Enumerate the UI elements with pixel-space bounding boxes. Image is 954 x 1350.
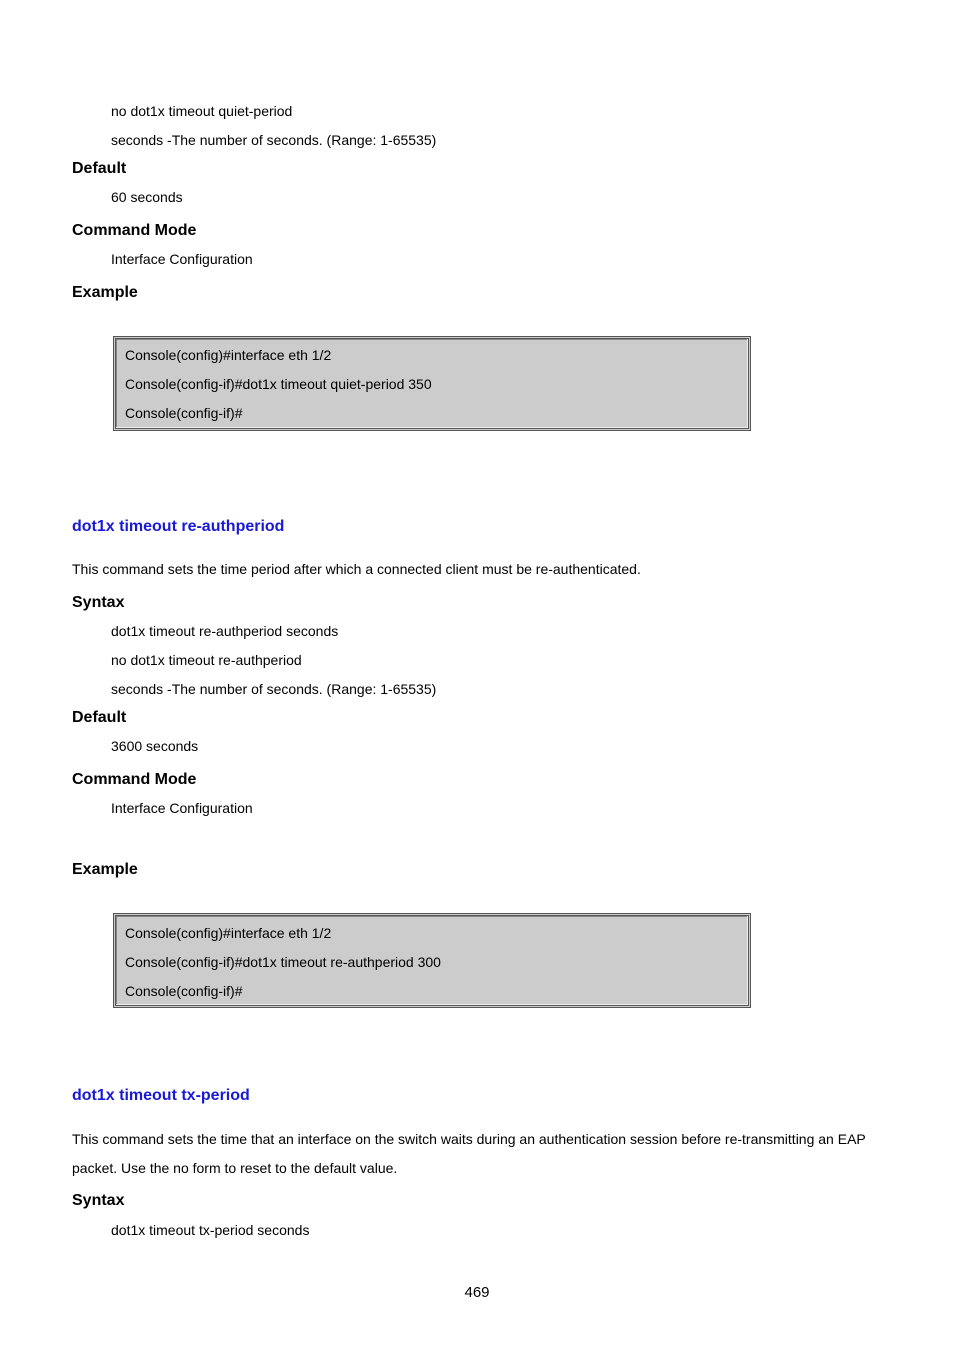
syntax-line: dot1x timeout tx-period seconds — [111, 1222, 310, 1238]
page-number: 469 — [464, 1284, 490, 1301]
command-description: This command sets the time that an interface on the switch waits during an authentication session before re-transmitting an EAP — [72, 1131, 866, 1147]
syntax-line: dot1x timeout re-authperiod seconds — [111, 623, 339, 639]
syntax-no-form: no dot1x timeout quiet-period — [111, 103, 293, 119]
default-heading: Default — [72, 160, 127, 177]
code-line: Console(config-if)# — [125, 405, 243, 421]
code-line: Console(config-if)#dot1x timeout quiet-period 350 — [125, 376, 432, 392]
example-code-box — [113, 336, 751, 431]
default-heading: Default — [72, 709, 127, 726]
syntax-parameter: seconds -The number of seconds. (Range: 1-65535) — [111, 132, 437, 148]
example-code-box — [113, 913, 751, 1008]
command-mode-heading: Command Mode — [72, 771, 197, 788]
code-line: Console(config-if)#dot1x timeout re-authperiod 300 — [125, 954, 441, 970]
command-title: dot1x timeout tx-period — [72, 1087, 250, 1104]
syntax-line: seconds -The number of seconds. (Range: 1-65535) — [111, 681, 437, 697]
command-description: This command sets the time period after which a connected client must be re-authenticated. — [72, 561, 641, 577]
code-line: Console(config-if)# — [125, 983, 243, 999]
syntax-heading: Syntax — [72, 1192, 125, 1209]
command-mode-value: Interface Configuration — [111, 251, 253, 267]
code-line: Console(config)#interface eth 1/2 — [125, 925, 332, 941]
default-value: 60 seconds — [111, 189, 183, 205]
command-mode-heading: Command Mode — [72, 222, 197, 239]
syntax-heading: Syntax — [72, 594, 125, 611]
default-value: 3600 seconds — [111, 738, 199, 754]
syntax-line: no dot1x timeout re-authperiod — [111, 652, 302, 668]
example-heading: Example — [72, 861, 138, 878]
command-title: dot1x timeout re-authperiod — [72, 518, 285, 535]
command-mode-value: Interface Configuration — [111, 800, 253, 816]
command-description: packet. Use the no form to reset to the default value. — [72, 1160, 398, 1176]
code-line: Console(config)#interface eth 1/2 — [125, 347, 332, 363]
example-heading: Example — [72, 284, 138, 301]
